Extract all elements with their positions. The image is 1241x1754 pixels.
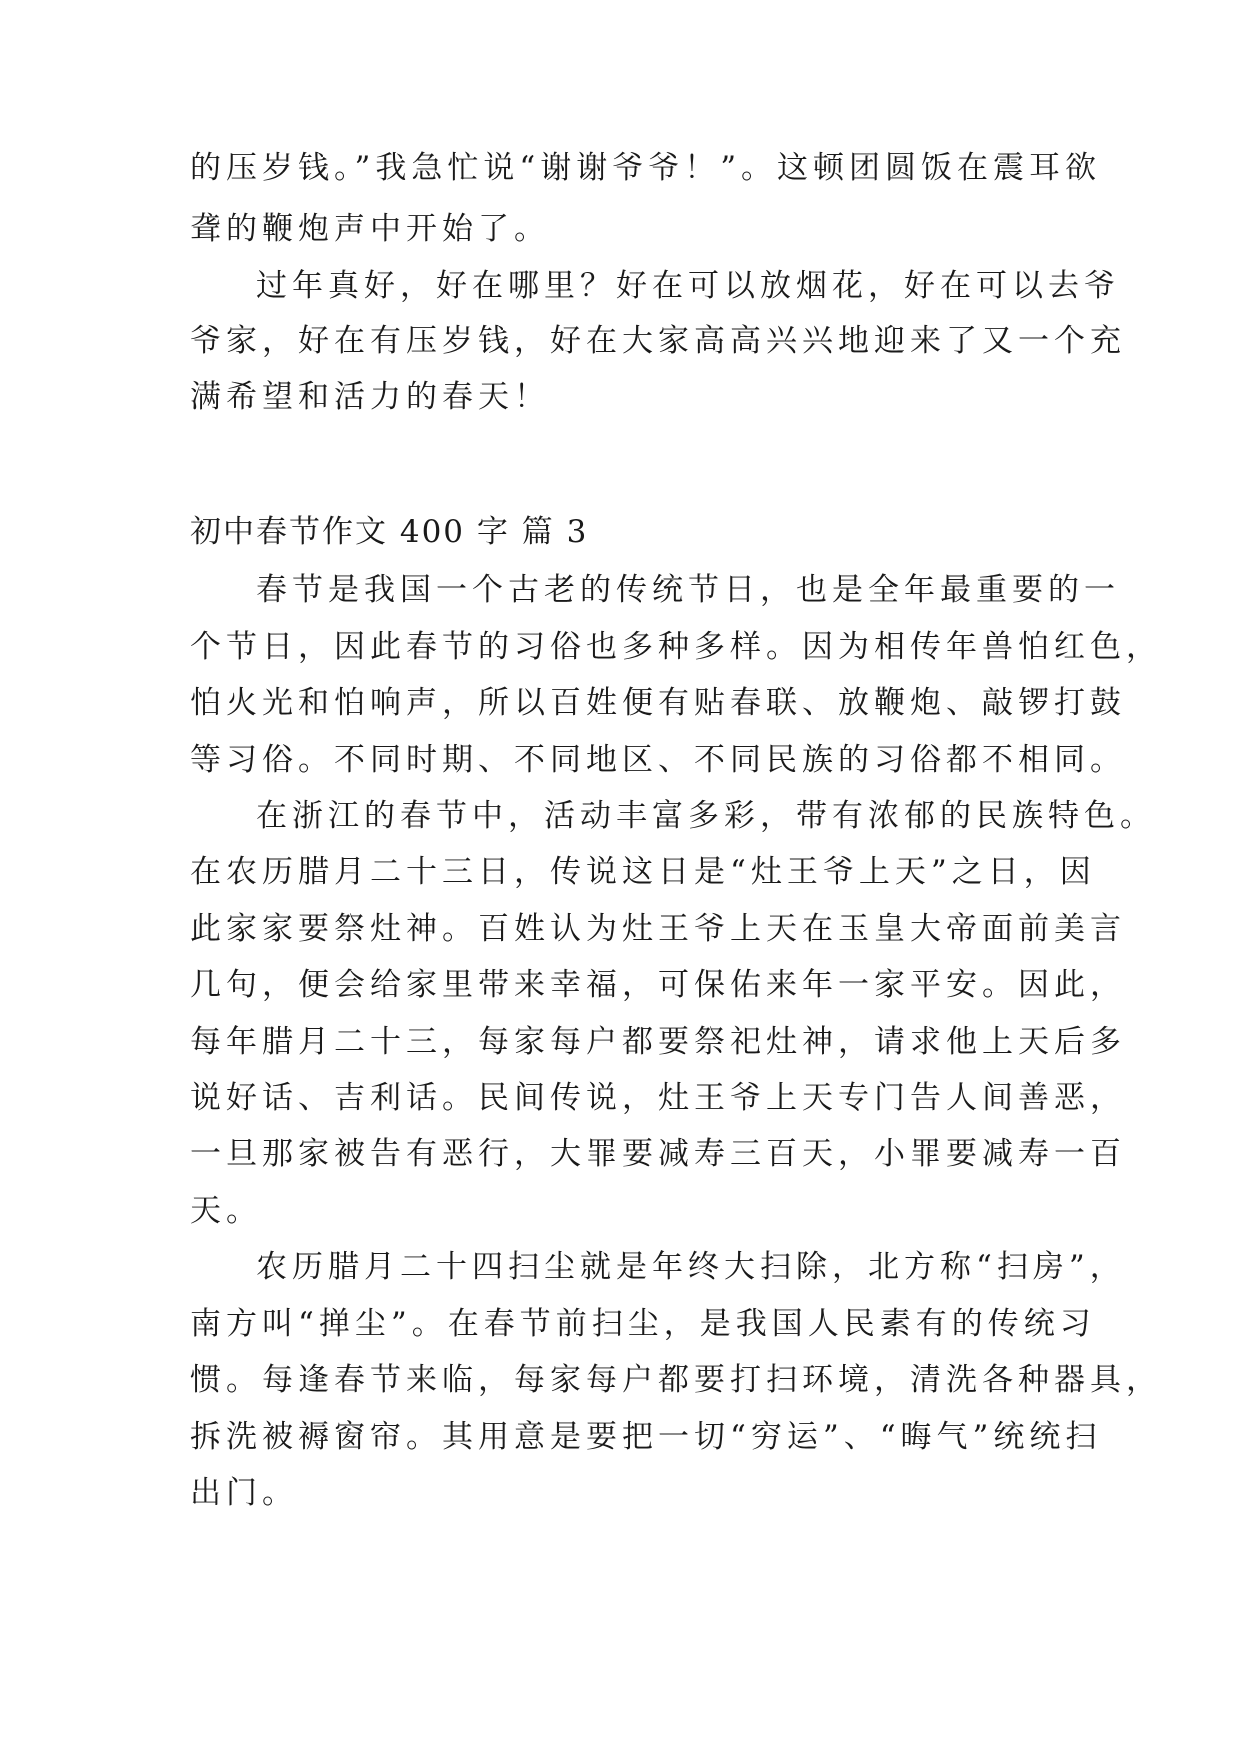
paragraph-line: 聋的鞭炮声中开始了。 xyxy=(190,211,550,247)
paragraph-line: 一旦那家被告有恶行，大罪要减寿三百天，小罪要减寿一百 xyxy=(190,1136,1126,1172)
paragraph-line: 在浙江的春节中，活动丰富多彩，带有浓郁的民族特色。 xyxy=(256,798,1156,834)
paragraph-line: 每年腊月二十三，每家每户都要祭祀灶神，请求他上天后多 xyxy=(190,1024,1126,1060)
paragraph-line: 说好话、吉利话。民间传说，灶王爷上天专门告人间善恶， xyxy=(190,1080,1126,1116)
paragraph-line: 几句，便会给家里带来幸福，可保佑来年一家平安。因此， xyxy=(190,967,1126,1003)
paragraph-line: 南方叫“掸尘”。在春节前扫尘，是我国人民素有的传统习 xyxy=(190,1306,1096,1342)
paragraph-line: 农历腊月二十四扫尘就是年终大扫除，北方称“扫房”， xyxy=(256,1249,1126,1285)
section-heading: 初中春节作文 400 字 篇 3 xyxy=(190,514,589,550)
paragraph-line: 爷家，好在有压岁钱，好在大家高高兴兴地迎来了又一个充 xyxy=(190,323,1126,359)
paragraph-line: 春节是我国一个古老的传统节日，也是全年最重要的一 xyxy=(256,572,1120,608)
paragraph-line: 出门。 xyxy=(190,1475,298,1511)
paragraph-line: 等习俗。不同时期、不同地区、不同民族的习俗都不相同。 xyxy=(190,742,1126,778)
paragraph-line: 个节日，因此春节的习俗也多种多样。因为相传年兽怕红色， xyxy=(190,629,1162,665)
paragraph-line: 满希望和活力的春天！ xyxy=(190,379,550,415)
paragraph-line: 惯。每逢春节来临，每家每户都要打扫环境，清洗各种器具， xyxy=(190,1362,1162,1398)
paragraph-line: 拆洗被褥窗帘。其用意是要把一切“穷运”、“晦气”统统扫 xyxy=(190,1419,1102,1455)
paragraph-line: 的压岁钱。”我急忙说“谢谢爷爷！”。这顿团圆饭在震耳欲 xyxy=(190,150,1102,186)
paragraph-line: 怕火光和怕响声，所以百姓便有贴春联、放鞭炮、敲锣打鼓 xyxy=(190,685,1126,721)
paragraph-line: 过年真好，好在哪里？好在可以放烟花，好在可以去爷 xyxy=(256,268,1120,304)
paragraph-line: 在农历腊月二十三日，传说这日是“灶王爷上天”之日，因 xyxy=(190,854,1096,890)
paragraph-line: 天。 xyxy=(190,1193,262,1229)
paragraph-line: 此家家要祭灶神。百姓认为灶王爷上天在玉皇大帝面前美言 xyxy=(190,911,1126,947)
